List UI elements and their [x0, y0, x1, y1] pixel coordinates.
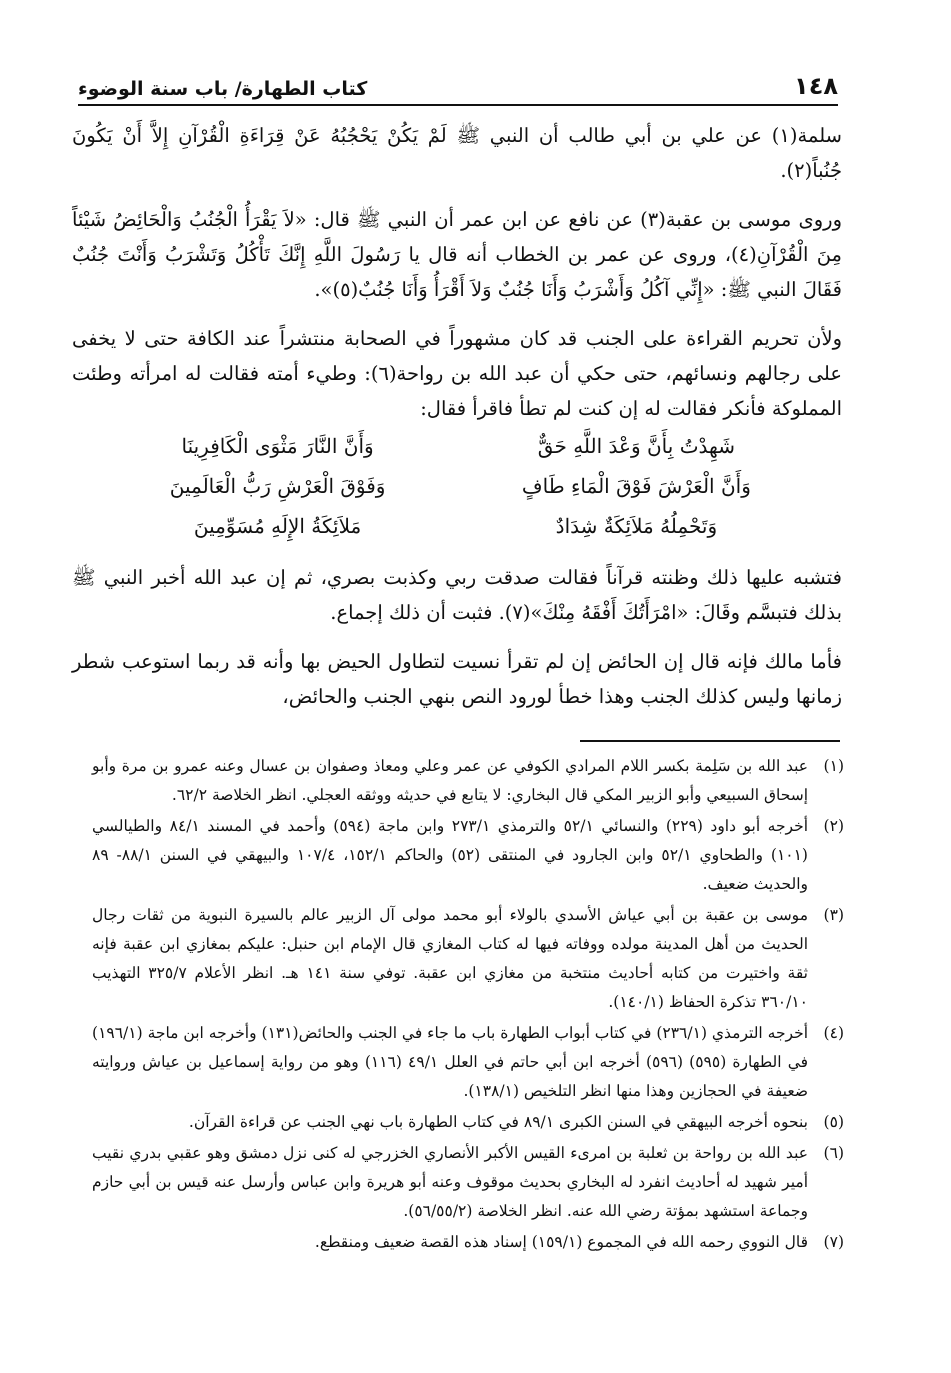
paragraph: فتشبه عليها ذلك وظنته قرآناً فقالت صدقت ربي وكذبت بصري، ثم إن عبد الله أخبر النبي ﷺ بذلك فتبسَّم وقَالَ: «امْرَأَتُكَ أَفْقَهُ مِنْكَ»(٧). فثبت أن ذلك إجماع. — [72, 566, 842, 624]
footnote-number: (٣) — [823, 906, 844, 924]
footnote-number: (٧) — [823, 1233, 844, 1251]
paragraph: وروى موسى بن عقبة(٣) عن نافع عن ابن عمر أن النبي ﷺ قال: «لاَ يَقْرَأُ الْجُنُبُ وَالْحَائِضُ شَيْئاً مِنَ الْقُرْآنِ(٤)، وروى عن عمر بن الخطاب أنه قال يا رَسُولَ اللَّهِ إِنَّكَ تَأْكُلُ وَتَشْرَبُ وَأَنْتَ جُنُبٌ فَقَالَ النبي ﷺ: «إِنِّي آكُلُ وَأَشْرَبُ وَأَنَا جُنُبٌ وَلاَ أَقْرَأُ وَأَنَا جُنُبٌ(٥)». — [72, 208, 843, 301]
running-title: كتاب الطهارة/ باب سنة الوضوء — [78, 78, 368, 100]
footnote-text: أخرجه أبو داود (٢٢٩) والنسائي ٥٢/١ والترمذي ٢٧٣/١ وابن ماجة (٥٩٤) وأحمد في المسند ٨٤/١ والطيالسي (١٠١) والطحاوي ٥٢/١ وابن الجارود في المنتقى (٥٢) والحاكم ١٥٢/١، ١٠٧/٤ والبيهقي في السنن ٨٨/١- ٨٩ والحديث ضعيف. — [92, 817, 808, 893]
main-text — [72, 118, 842, 728]
footnote — [92, 1019, 844, 1106]
page-header — [78, 70, 838, 106]
footnote-number: (٢) — [823, 817, 844, 835]
verse-first-hemistich: وَتَحْمِلُهُ مَلاَئِكَةٌ شِدَادٌ — [555, 514, 718, 538]
footnote — [92, 1108, 844, 1137]
footnote — [92, 752, 844, 810]
poem-verse — [72, 426, 842, 466]
footnote-text: عبد الله بن رواحة بن ثعلبة بن امرىء القيس الأكبر الأنصاري الخزرجي له كنى نزل دمشق وهو عقبي بدري نقيب أمير شهيد له أحاديث انفرد له البخاري بحديث موقوف وعنه أبو هريرة وابن عباس وأرسل عنه قيس بن أبي حازم وجماعة استشهد بمؤتة رضي الله عنه. انظر الخلاصة (٥٦/٥٥/٢). — [92, 1144, 808, 1220]
footnote-number: (٤) — [823, 1024, 844, 1042]
footnote-text: بنحوه أخرجه البيهقي في السنن الكبرى ٨٩/١ في كتاب الطهارة باب نهي الجنب عن قراءة القرآن. — [188, 1113, 808, 1131]
verse-first-hemistich: وَأَنَّ الْعَرْشَ فَوْقَ الْمَاءِ طَافٍ — [521, 474, 751, 498]
paragraph: فأما مالك فإنه قال إن الحائض إن لم تقرأ نسيت لتطاول الحيض بها وأنه قد ربما استوعب شطر زمانها وليس كذلك الجنب وهذا خطأ لورود النص بنهي الجنب والحائض، — [72, 650, 842, 708]
verse-second-hemistich: مَلاَئِكَةُ الإِلَهِ مُسَوِّمِينَ — [193, 514, 362, 538]
footnote — [92, 812, 844, 899]
poem — [72, 426, 842, 546]
footnotes — [92, 752, 844, 1259]
footnote — [92, 1139, 844, 1226]
poem-verse — [72, 506, 842, 546]
page-number: ١٤٨ — [794, 72, 838, 100]
footnote-number: (٥) — [823, 1113, 844, 1131]
verse-second-hemistich: وَفَوْقَ الْعَرْشِ رَبُّ الْعَالَمِينَ — [169, 474, 386, 498]
footnote — [92, 901, 844, 1017]
footnote-text: موسى بن عقبة بن أبي عياش الأسدي بالولاء أبو محمد مولى آل الزبير عالم بالسيرة النبوية من ثقات رجال الحديث من أهل المدينة مولده ووفاته فيها له كتاب المغازي قال الإمام ابن حنبل: عليكم بمغازي ابن عقبة فإنه ثقة واختيرت من كتابه أحاديث منتخبة من مغازي ابن عقبة. توفي سنة ١٤١ هـ. انظر الأعلام ٣٢٥/٧ التهذيب ٣٦٠/١٠ تذكرة الحفاظ (١٤٠/١). — [92, 906, 808, 1011]
poem-verse — [72, 466, 842, 506]
footnote-separator — [580, 740, 840, 742]
footnote-text: عبد الله بن سَلِمة بكسر اللام المرادي الكوفي عن عمر وعلي ومعاذ وصفوان بن عسال وعنه عمرو بن مرة وأبو إسحاق السبيعي وأبو الزبير المكي قال البخاري: لا يتابع في حديثه ووثقه العجلي. انظر الخلاصة ٦٢/٢. — [92, 757, 808, 804]
footnote-text: قال النووي رحمه الله في المجموع (١٥٩/١) إسناد هذه القصة ضعيف ومنقطع. — [314, 1233, 808, 1251]
verse-second-hemistich: وَأَنَّ النَّارَ مَثْوَى الْكَافِرِينَا — [181, 434, 374, 458]
paragraph: ولأن تحريم القراءة على الجنب قد كان مشهوراً في الصحابة منتشراً عند الكافة حتى لا يخفى على رجالهم ونسائهم، حتى حكي أن عبد الله بن رواحة(٦): وطيء أمته فقالت له امرأته وطئت المملوكة فأنكر فقالت له إن كنت لم تطأ فاقرأ فقال: — [72, 327, 842, 420]
footnote-text: أخرجه الترمذي (٢٣٦/١) في كتاب أبواب الطهارة باب ما جاء في الجنب والحائض(١٣١) وأخرجه ابن ماجة (١٩٦/١) في الطهارة (٥٩٥) (٥٩٦) أخرجه ابن أبي حاتم في العلل ٤٩/١ (١١٦) وهو من رواية إسماعيل بن عياش وروايته ضعيفة في الحجازين وهذا منها انظر التلخيص (١٣٨/١). — [92, 1024, 809, 1100]
footnote — [92, 1228, 844, 1257]
footnote-number: (٦) — [823, 1144, 844, 1162]
verse-first-hemistich: شَهِدْتُ بِأَنَّ وَعْدَ اللَّهِ حَقٌّ — [537, 434, 736, 458]
paragraph: سلمة(١) عن علي بن أبي طالب أن النبي ﷺ لَمْ يَكُنْ يَحْجُبُهُ عَنْ قِرَاءَةِ الْقُرْآنِ إِلاَّ أَنْ يَكُونَ جُنُباً(٢). — [72, 124, 842, 182]
footnote-number: (١) — [823, 757, 844, 775]
